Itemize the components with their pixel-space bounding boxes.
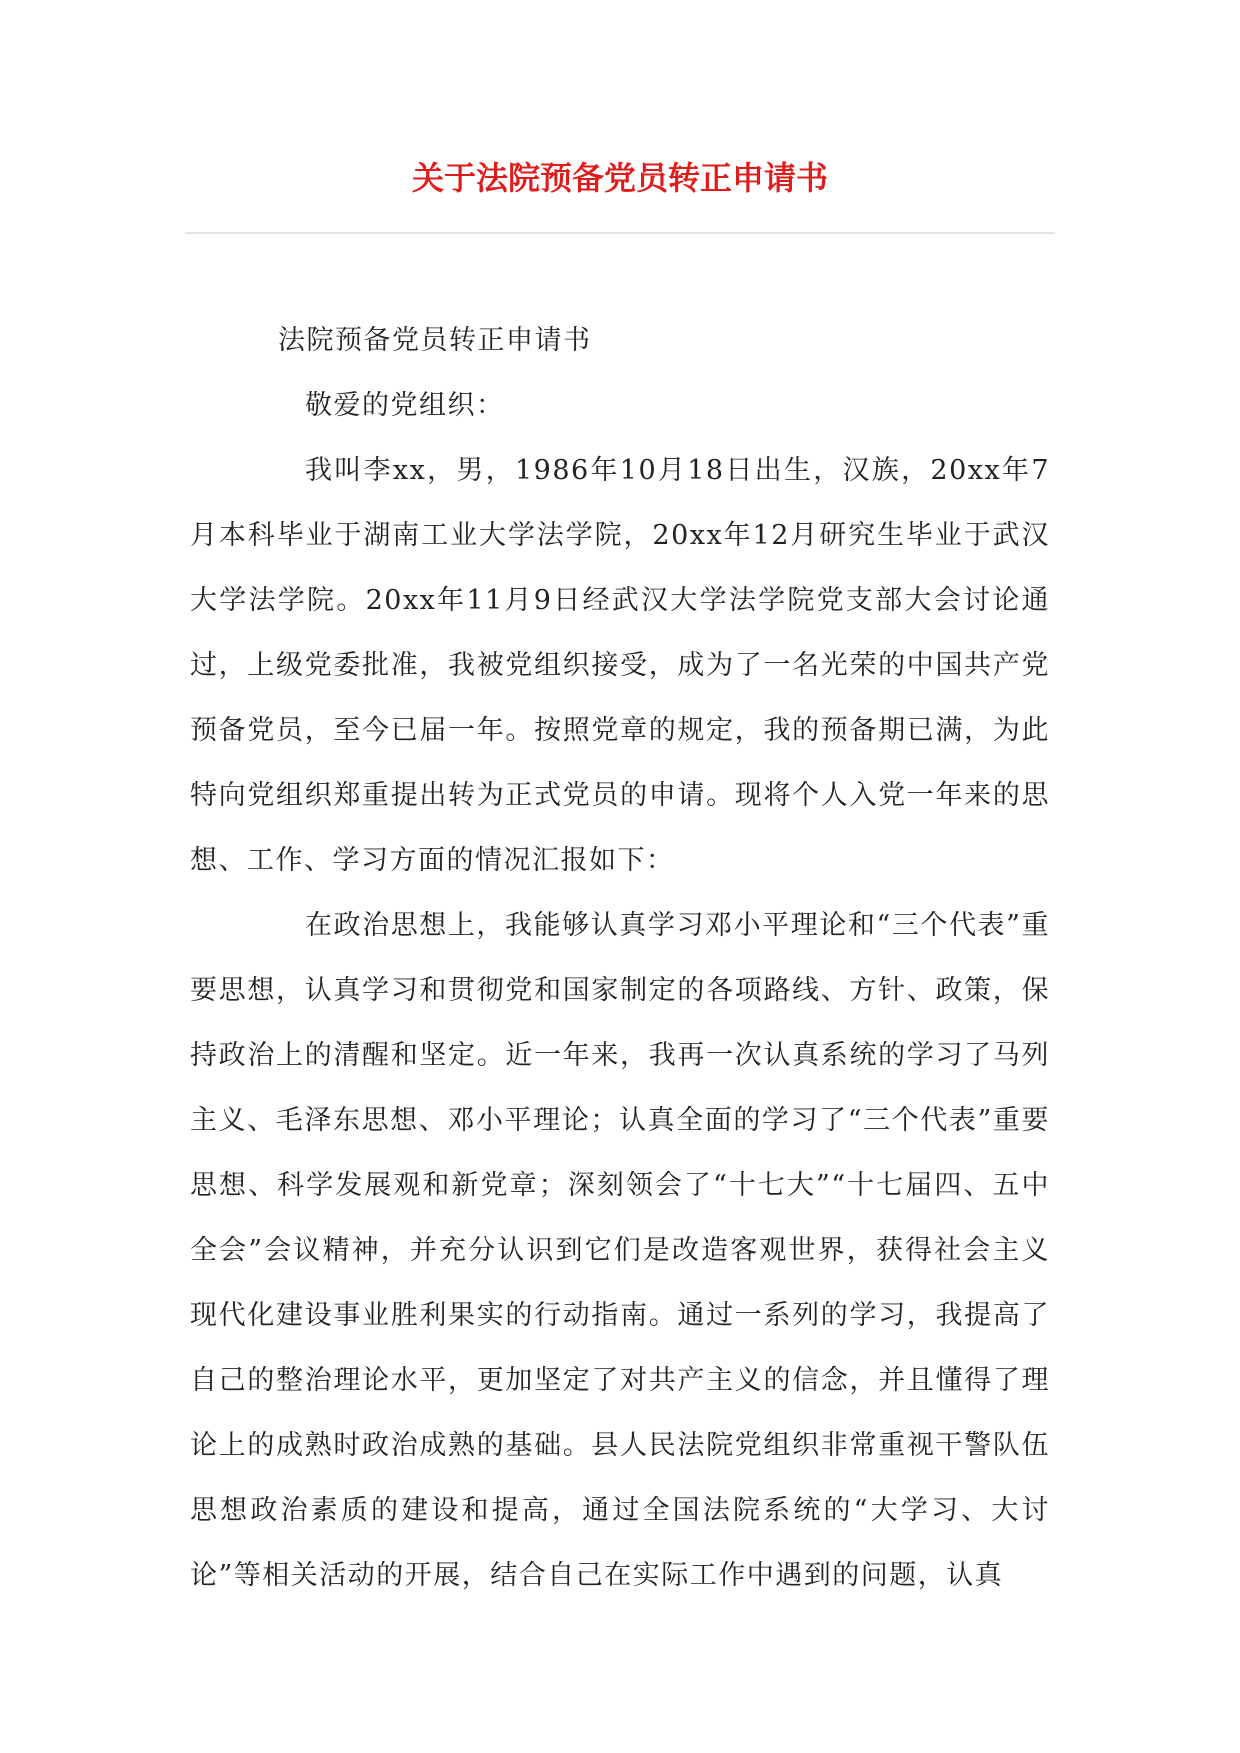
document-subtitle: 法院预备党员转正申请书 (278, 325, 592, 356)
document-body (190, 308, 1050, 1608)
document-title: 关于法院预备党员转正申请书 (411, 159, 828, 197)
paragraph-political-thought: 在政治思想上，我能够认真学习邓小平理论和“三个代表”重要思想，认真学习和贯彻党和国家制定的各项路线、方针、政策，保持政治上的清醒和坚定。近一年来，我再一次认真系统的学习了马列主义、毛泽东思想、邓小平理论；认真全面的学习了“三个代表”重要思想、科学发展观和新党章；深刻领会了“十七大”“十七届四、五中全会”会议精神，并充分认识到它们是改造客观世界，获得社会主义现代化建设事业胜利果实的行动指南。通过一系列的学习，我提高了自己的整治理论水平，更加坚定了对共产主义的信念，并且懂得了理论上的成熟时政治成熟的基础。县人民法院党组织非常重视干警队伍思想政治素质的建设和提高，通过全国法院系统的“大学习、大讨论”等相关活动的开展，结合自己在实际工作中遇到的问题，认真 (190, 910, 1050, 1591)
paragraph-personal-info: 我叫李xx，男，1986年10月18日出生，汉族，20xx年7月本科毕业于湖南工业大学法学院，20xx年12月研究生毕业于武汉大学法学院。20xx年11月9日经武汉大学法学院党支部大会讨论通过，上级党委批准，我被党组织接受，成为了一名光荣的中国共产党预备党员，至今已届一年。按照党章的规定，我的预备期已满，为此特向党组织郑重提出转为正式党员的申请。现将个人入党一年来的思想、工作、学习方面的情况汇报如下： (190, 455, 1050, 876)
salutation: 敬爱的党组织： (305, 390, 505, 421)
title-divider (185, 232, 1055, 234)
